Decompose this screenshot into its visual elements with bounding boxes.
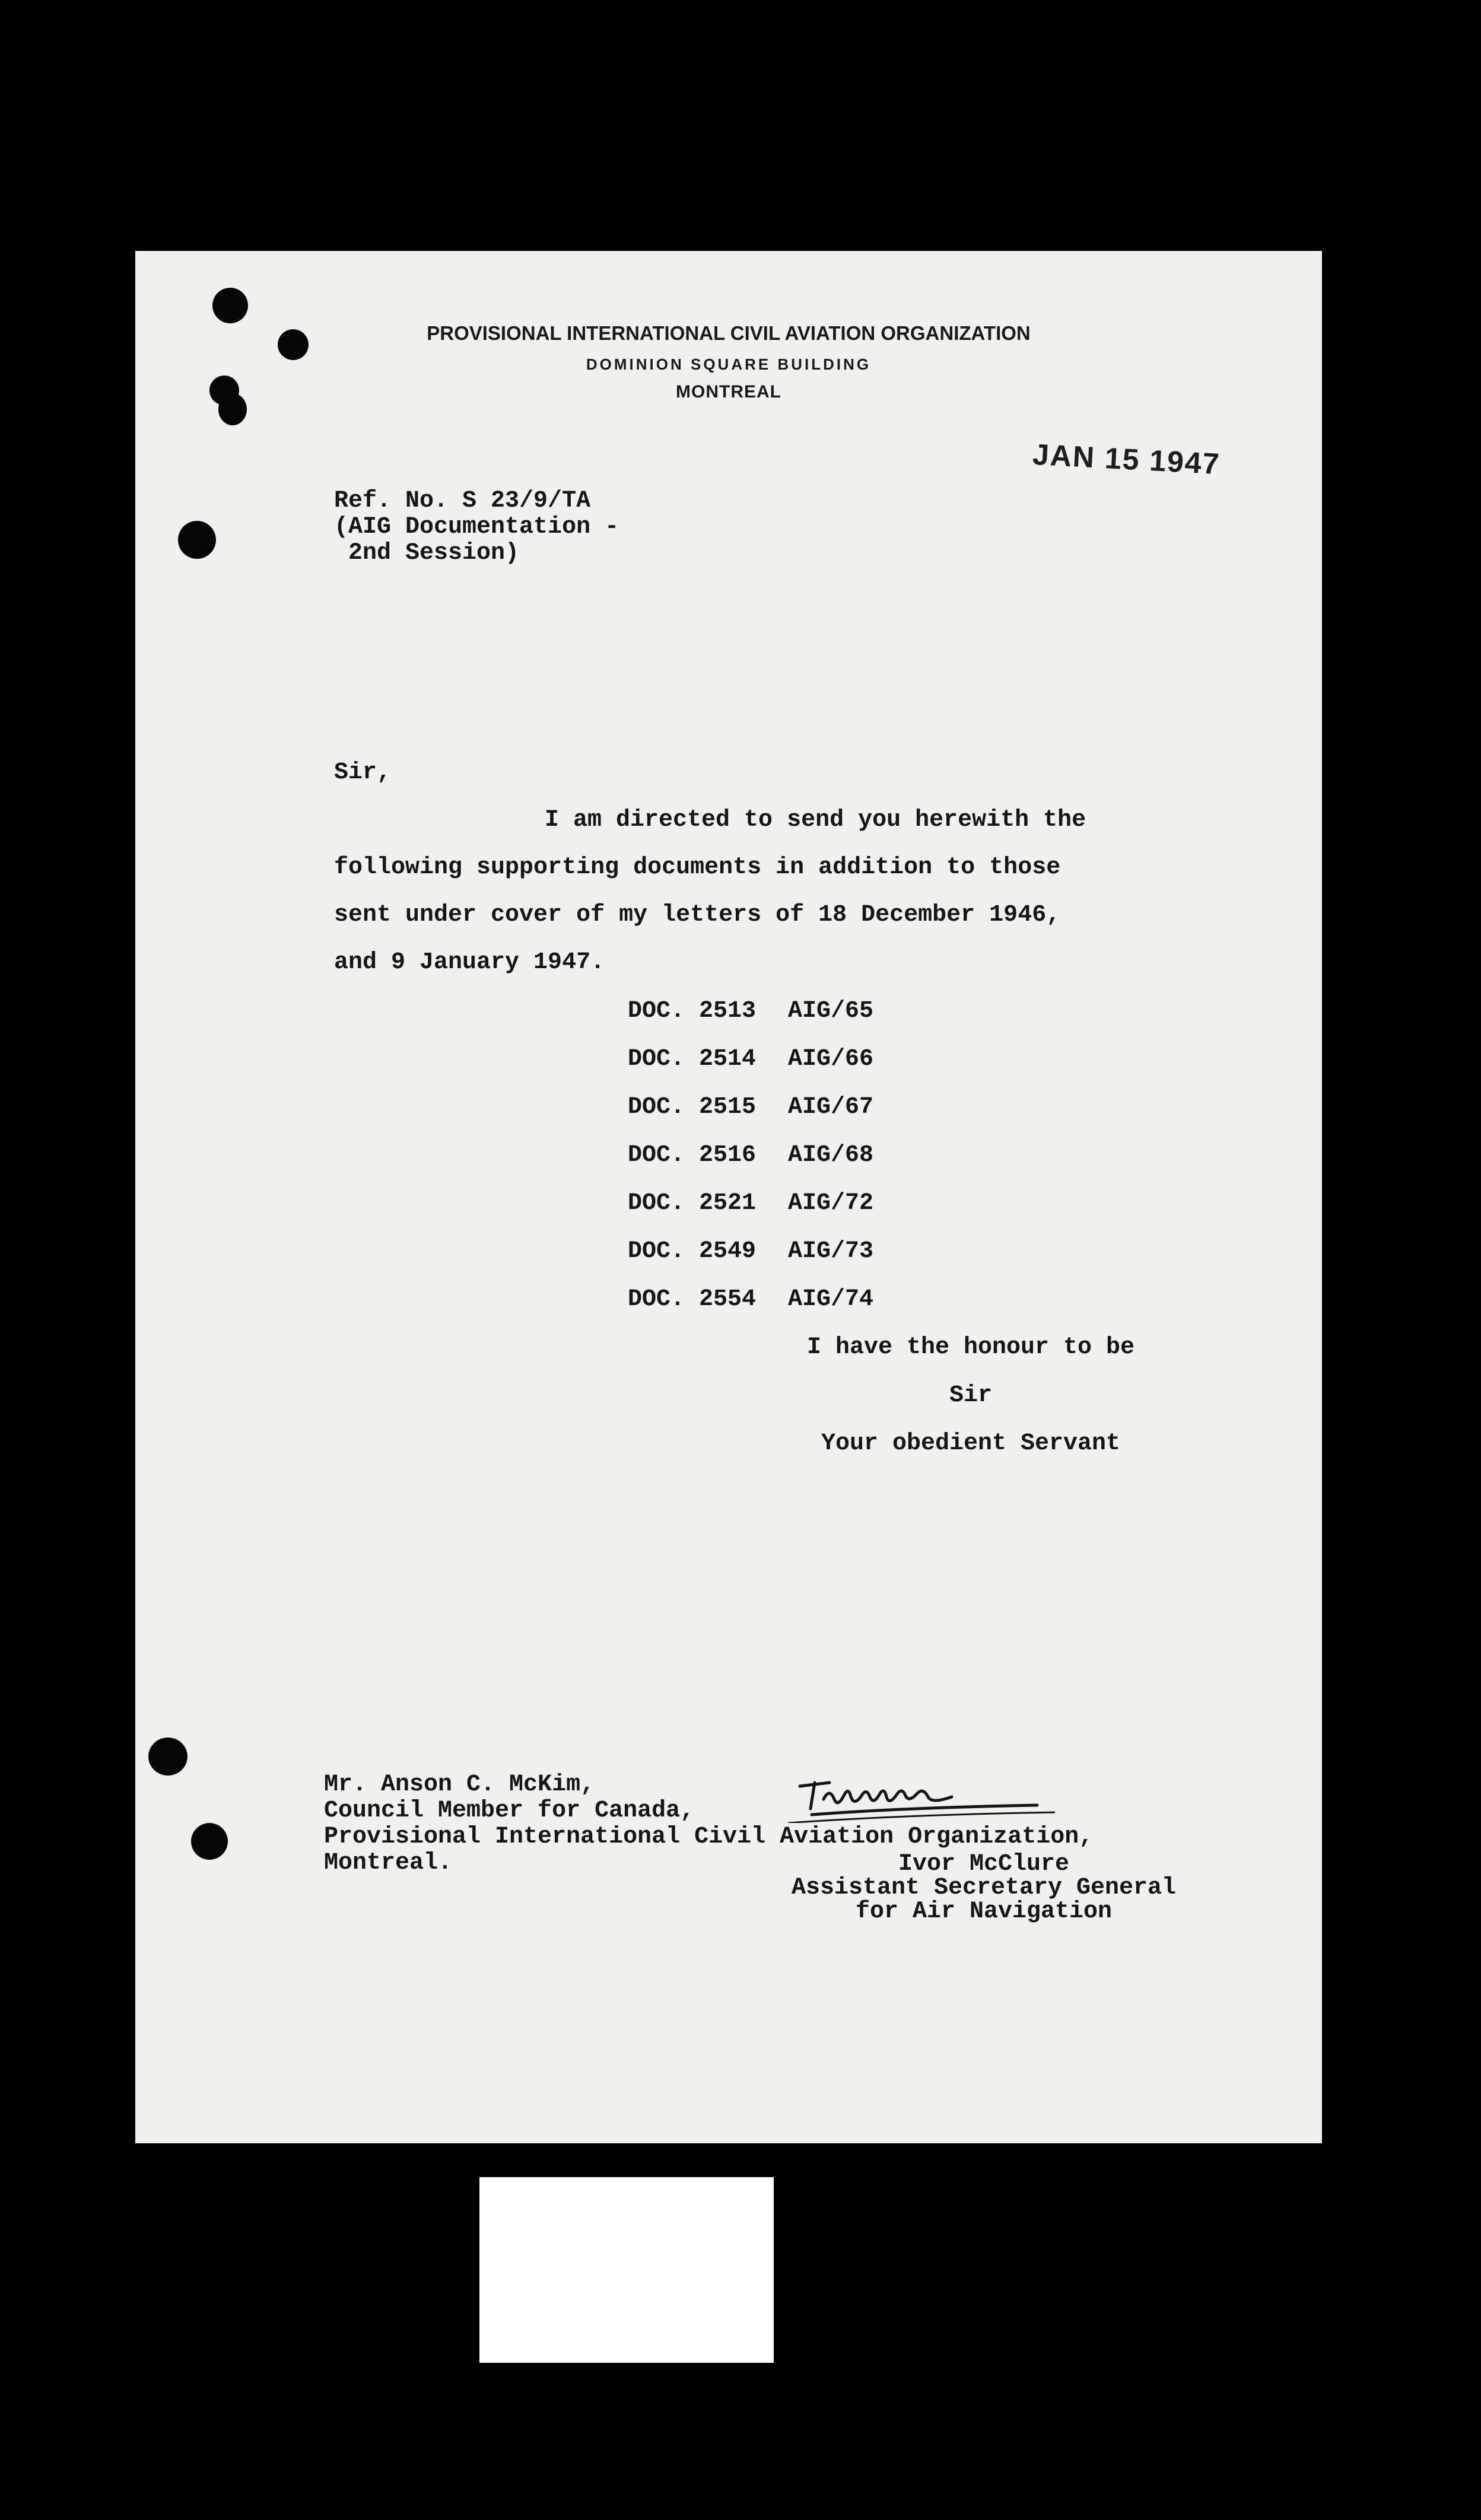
document-number: DOC. 2515 — [628, 1094, 757, 1121]
signatory-title: for Air Navigation — [855, 1898, 1113, 1925]
body-line: I am directed to send you herewith the — [545, 807, 1086, 833]
addressee-line: Provisional International Civil Aviation Organization, — [324, 1824, 1094, 1850]
addressee-line: Montreal. — [324, 1850, 453, 1876]
document-number: DOC. 2513 — [628, 998, 757, 1024]
body-line: following supporting documents in addition to those — [334, 854, 1061, 881]
closing-line: Sir — [949, 1382, 992, 1409]
letter-page — [135, 251, 1322, 2143]
document-aig-code: AIG/65 — [788, 998, 874, 1024]
closing-line: Your obedient Servant — [821, 1430, 1121, 1457]
punch-hole — [148, 1738, 187, 1776]
reference-block — [334, 488, 619, 567]
document-aig-code: AIG/67 — [788, 1094, 874, 1121]
signatory-name: Ivor McClure — [898, 1851, 1070, 1878]
punch-hole — [191, 1823, 228, 1860]
date-stamp: JAN 15 1947 — [1031, 437, 1221, 481]
document-aig-code: AIG/73 — [788, 1238, 874, 1265]
document-number: DOC. 2516 — [628, 1142, 757, 1169]
document-list-item — [628, 1192, 873, 1216]
letterhead-city: MONTREAL — [676, 382, 781, 402]
document-aig-code: AIG/68 — [788, 1142, 874, 1169]
letterhead-building: DOMINION SQUARE BUILDING — [586, 355, 872, 373]
document-number: DOC. 2521 — [628, 1190, 757, 1217]
document-list-item — [628, 1096, 873, 1119]
document-number: DOC. 2554 — [628, 1286, 757, 1313]
reference-line: 2nd Session) — [334, 540, 520, 567]
document-list-item — [628, 1144, 873, 1167]
addressee-line: Council Member for Canada, — [324, 1797, 695, 1824]
document-number: DOC. 2514 — [628, 1046, 757, 1073]
body-line: and 9 January 1947. — [334, 949, 605, 976]
document-aig-code: AIG/74 — [788, 1286, 874, 1313]
addressee-block — [324, 1772, 1093, 1876]
document-list-item — [628, 1048, 873, 1071]
salutation: Sir, — [334, 759, 392, 786]
document-list-item — [628, 1000, 873, 1023]
punch-hole — [178, 521, 216, 559]
closing-line: I have the honour to be — [806, 1334, 1135, 1361]
letterhead-organization: PROVISIONAL INTERNATIONAL CIVIL AVIATION ORGANIZATION — [427, 322, 1031, 344]
document-list-item — [628, 1288, 873, 1312]
punch-hole — [212, 288, 248, 323]
body-line: sent under cover of my letters of 18 December 1946, — [334, 902, 1061, 928]
addressee-line: Mr. Anson C. McKim, — [324, 1771, 595, 1798]
blank-label — [479, 2177, 774, 2363]
reference-line: (AIG Documentation - — [334, 514, 619, 540]
signatory-title: Assistant Secretary General — [791, 1875, 1177, 1901]
document-aig-code: AIG/66 — [788, 1046, 874, 1073]
document-aig-code: AIG/72 — [788, 1190, 874, 1217]
document-number: DOC. 2549 — [628, 1238, 757, 1265]
reference-line: Ref. No. S 23/9/TA — [334, 488, 591, 514]
document-list-item — [628, 1240, 873, 1264]
